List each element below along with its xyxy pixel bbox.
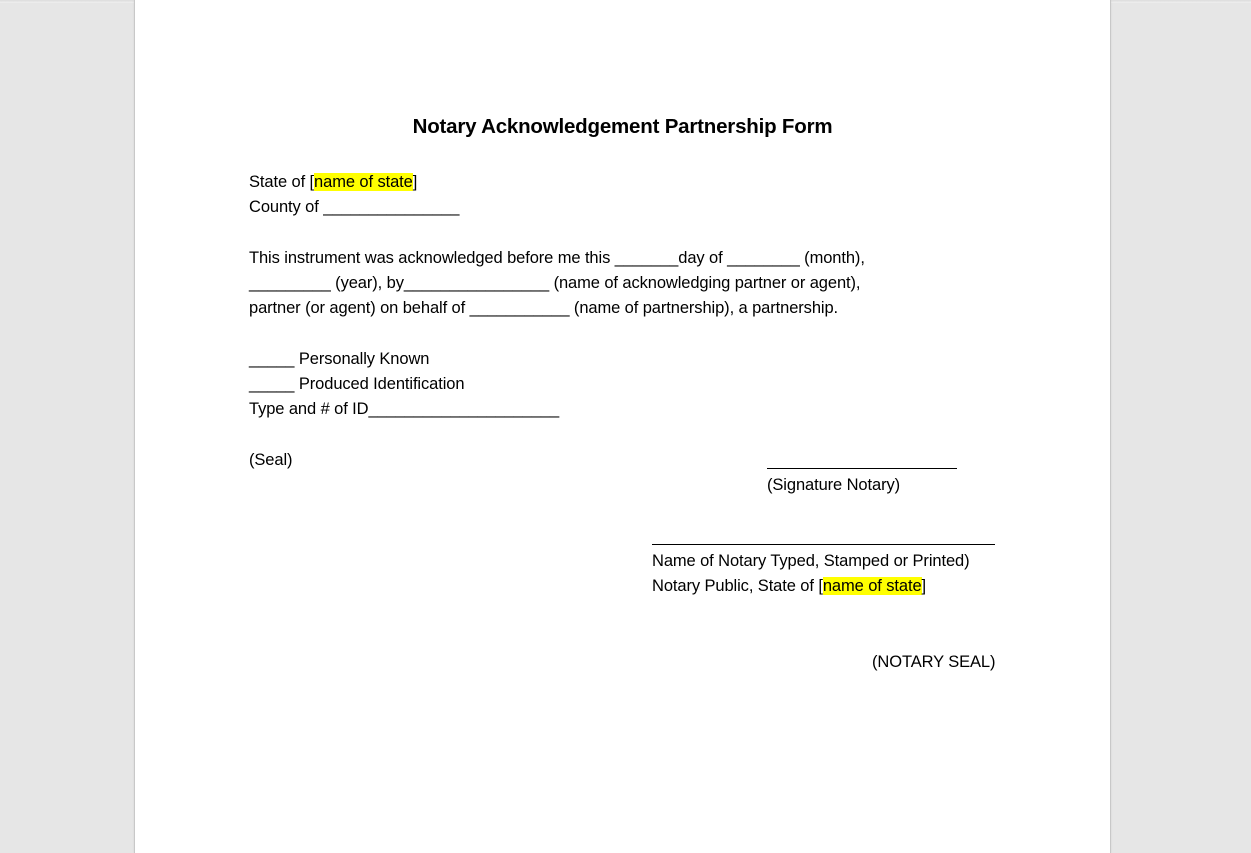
acknowledgement-line-3: partner (or agent) on behalf of ___________ (name of partnership), a partnership. — [249, 299, 839, 317]
document-title: Notary Acknowledgement Partnership Form — [412, 115, 833, 138]
notary-state-suffix: ] — [921, 577, 927, 595]
county-line: County of _______________ — [249, 198, 460, 216]
produced-identification-line: _____ Produced Identification — [249, 375, 465, 393]
seal-label: (Seal) — [249, 451, 293, 469]
signature-line — [767, 468, 957, 469]
state-placeholder-field[interactable]: name of state — [314, 173, 413, 191]
notary-name-line — [652, 544, 995, 545]
state-suffix: ] — [412, 173, 418, 191]
notary-seal-label: (NOTARY SEAL) — [872, 653, 996, 671]
document-page — [134, 0, 1111, 853]
signature-notary-label: (Signature Notary) — [767, 476, 901, 494]
state-line — [249, 170, 417, 195]
state-prefix: State of [ — [249, 173, 315, 191]
notary-state-prefix: Notary Public, State of [ — [652, 577, 823, 595]
type-of-id-line: Type and # of ID_____________________ — [249, 400, 560, 418]
notary-name-label: Name of Notary Typed, Stamped or Printed) — [652, 552, 970, 570]
acknowledgement-line-2: _________ (year), by________________ (name of acknowledging partner or agent), — [249, 274, 861, 292]
acknowledgement-line-1: This instrument was acknowledged before me this _______day of ________ (month), — [249, 249, 865, 267]
notary-public-state-line — [652, 574, 926, 599]
personally-known-line: _____ Personally Known — [249, 350, 430, 368]
notary-state-placeholder-field[interactable]: name of state — [822, 577, 922, 595]
